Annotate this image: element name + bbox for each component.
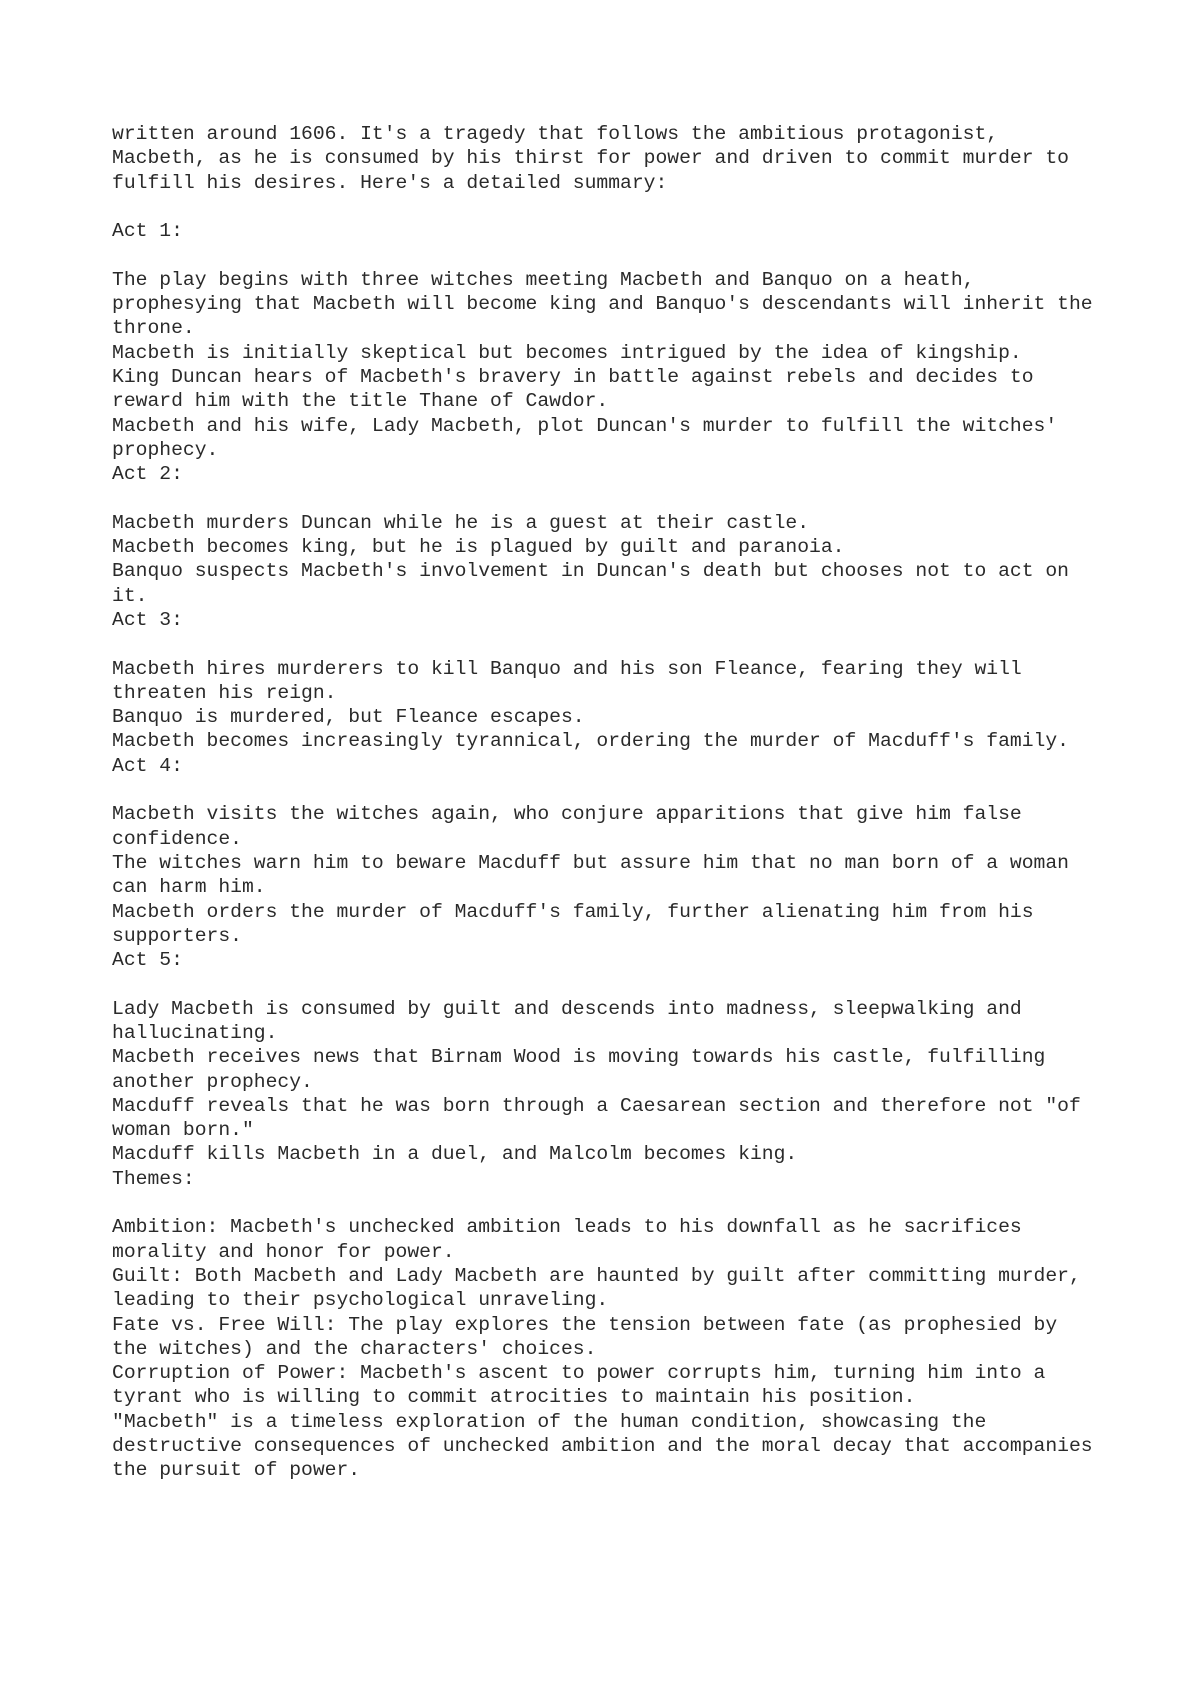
text-line: The play begins with three witches meeting Macbeth and Banquo on a heath, xyxy=(112,268,975,291)
text-line: written around 1606. It's a tragedy that follows the ambitious protagonist, xyxy=(112,123,999,145)
text-line: morality and honor for power. xyxy=(112,1240,455,1263)
blank-line xyxy=(112,972,1122,996)
blank-line xyxy=(112,243,1122,267)
text-line: fulfill his desires. Here's a detailed summary: xyxy=(112,171,668,194)
text-line: Act 3: xyxy=(112,608,183,631)
text-line: Corruption of Power: Macbeth's ascent to power corrupts him, turning him into a xyxy=(112,1362,1046,1385)
text-line: destructive consequences of unchecked ambition and the moral decay that accompanies xyxy=(112,1435,1093,1458)
text-line: hallucinating. xyxy=(112,1021,278,1044)
text-line: Macbeth receives news that Birnam Wood is moving towards his castle, fulfilling xyxy=(112,1046,1046,1069)
text-line: Macduff kills Macbeth in a duel, and Malcolm becomes king. xyxy=(112,1143,798,1166)
text-line: Ambition: Macbeth's unchecked ambition leads to his downfall as he sacrifices xyxy=(112,1216,1022,1239)
text-line: Act 4: xyxy=(112,754,183,777)
text-line: Macbeth, as he is consumed by his thirst for power and driven to commit murder to xyxy=(112,147,1069,170)
text-line: leading to their psychological unraveling. xyxy=(112,1289,609,1312)
text-line: Banquo is murdered, but Fleance escapes. xyxy=(112,706,585,729)
text-line: Act 1: xyxy=(112,220,183,243)
text-line: Act 2: xyxy=(112,463,183,486)
text-line: King Duncan hears of Macbeth's bravery in battle against rebels and decides to xyxy=(112,365,1034,388)
text-line: Guilt: Both Macbeth and Lady Macbeth are haunted by guilt after committing murder, xyxy=(112,1264,1081,1287)
text-line: it. xyxy=(112,584,148,607)
text-line: prophesying that Macbeth will become king and Banquo's descendants will inherit the xyxy=(112,293,1093,316)
text-line: prophecy. xyxy=(112,438,219,461)
text-line: reward him with the title Thane of Cawdor. xyxy=(112,390,609,413)
text-line: Lady Macbeth is consumed by guilt and descends into madness, sleepwalking and xyxy=(112,997,1022,1020)
document-text-body xyxy=(112,122,1122,1483)
text-line: woman born." xyxy=(112,1119,254,1142)
text-line: throne. xyxy=(112,317,195,340)
text-line: Banquo suspects Macbeth's involvement in Duncan's death but chooses not to act on xyxy=(112,560,1069,583)
text-line: the witches) and the characters' choices. xyxy=(112,1337,597,1360)
text-line: Macbeth becomes increasingly tyrannical, ordering the murder of Macduff's family. xyxy=(112,730,1069,753)
text-line: The witches warn him to beware Macduff but assure him that no man born of a woman xyxy=(112,851,1069,874)
text-line: another prophecy. xyxy=(112,1070,313,1093)
text-line: Macbeth orders the murder of Macduff's family, further alienating him from his xyxy=(112,900,1034,923)
text-line: Macbeth becomes king, but he is plagued by guilt and paranoia. xyxy=(112,536,845,559)
text-line: Act 5: xyxy=(112,949,183,972)
text-line: supporters. xyxy=(112,924,242,947)
text-line: "Macbeth" is a timeless exploration of the human condition, showcasing the xyxy=(112,1410,987,1433)
text-line: Macbeth is initially skeptical but becomes intrigued by the idea of kingship. xyxy=(112,341,1022,364)
text-line: Themes: xyxy=(112,1167,195,1190)
text-line: Macbeth murders Duncan while he is a guest at their castle. xyxy=(112,511,810,534)
text-line: Macduff reveals that he was born through a Caesarean section and therefore not "of xyxy=(112,1094,1081,1117)
text-line: Macbeth visits the witches again, who conjure apparitions that give him false xyxy=(112,803,1022,826)
text-line: the pursuit of power. xyxy=(112,1459,361,1482)
blank-line xyxy=(112,778,1122,802)
blank-line xyxy=(112,632,1122,656)
text-line: Macbeth and his wife, Lady Macbeth, plot Duncan's murder to fulfill the witches' xyxy=(112,414,1058,437)
blank-line xyxy=(112,486,1122,510)
text-line: tyrant who is willing to commit atrocities to maintain his position. xyxy=(112,1386,916,1409)
text-line: threaten his reign. xyxy=(112,681,337,704)
text-line: can harm him. xyxy=(112,876,266,899)
blank-line xyxy=(112,195,1122,219)
text-line: Fate vs. Free Will: The play explores the tension between fate (as prophesied by xyxy=(112,1313,1058,1336)
text-line: confidence. xyxy=(112,827,242,850)
text-line: Macbeth hires murderers to kill Banquo and his son Fleance, fearing they will xyxy=(112,657,1022,680)
blank-line xyxy=(112,1191,1122,1215)
